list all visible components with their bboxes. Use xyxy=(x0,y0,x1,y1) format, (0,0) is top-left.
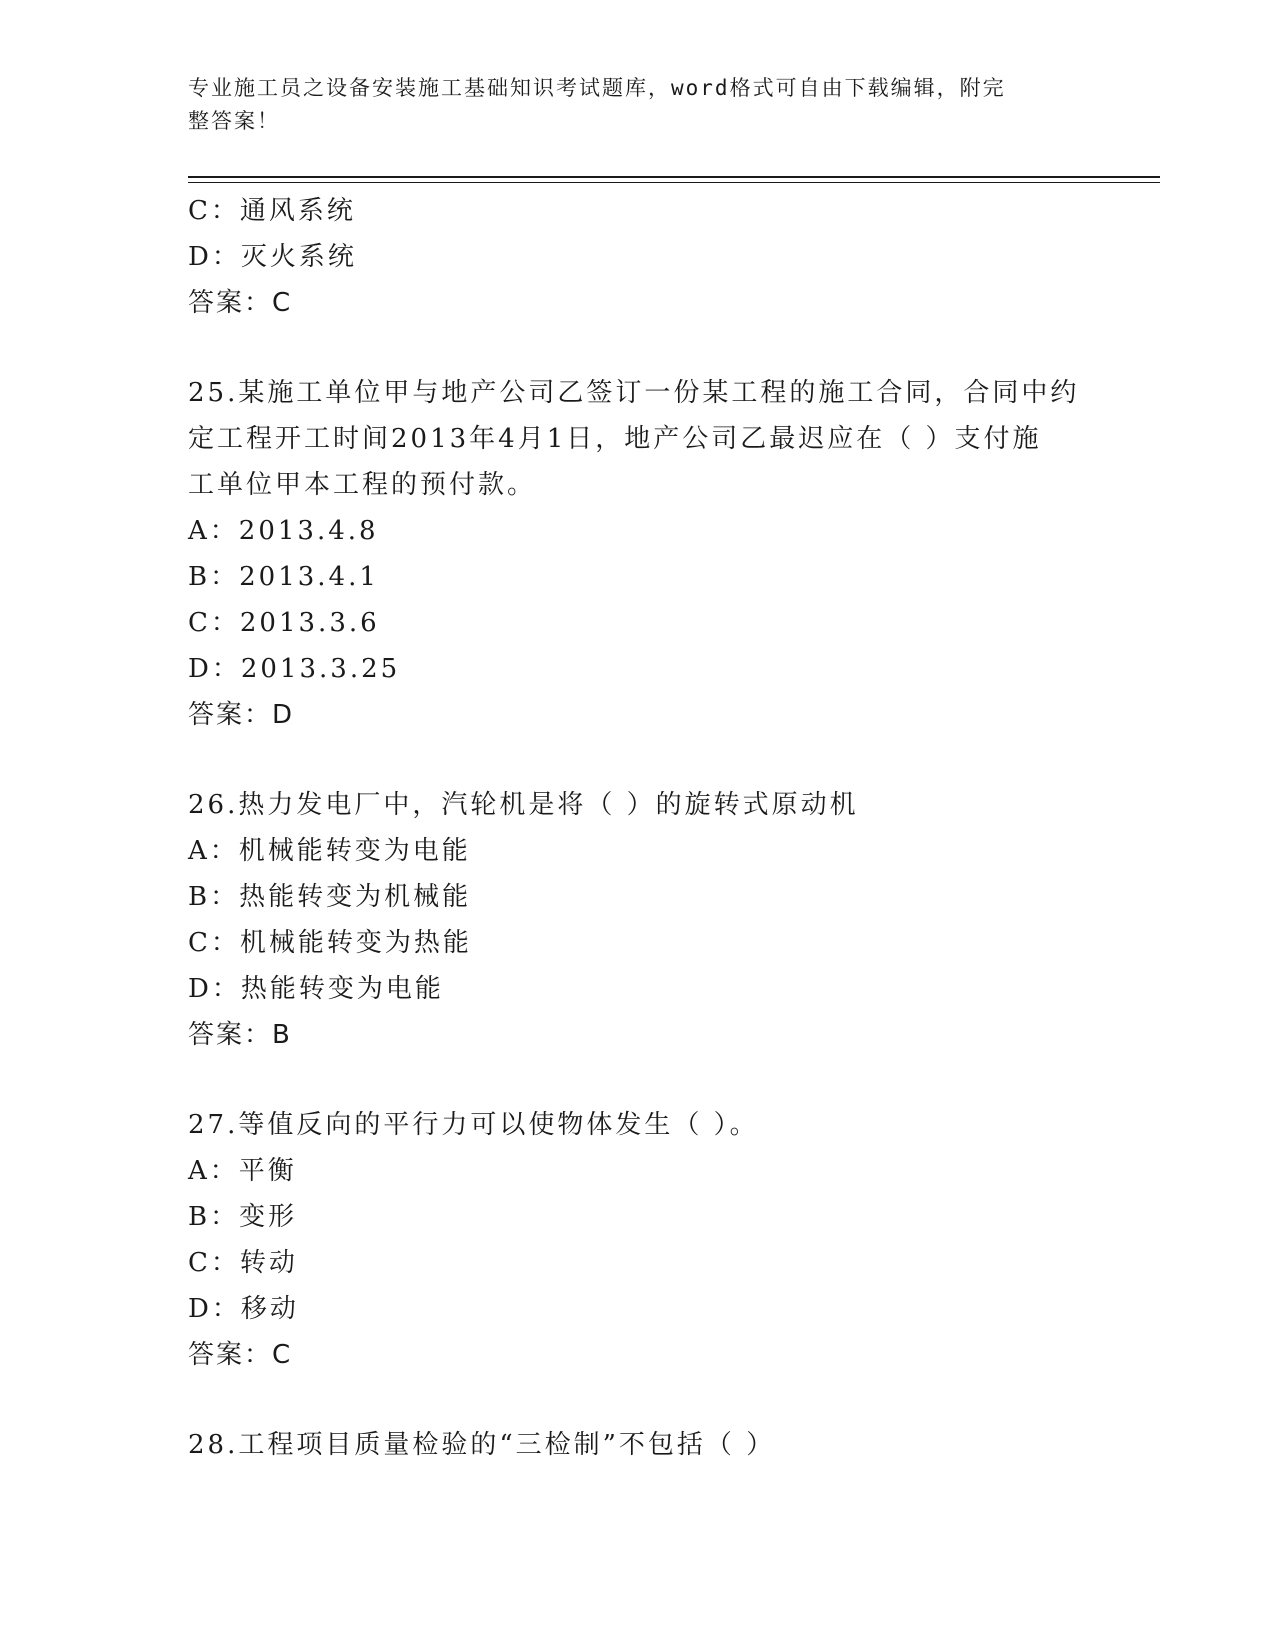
option-c: C：通风系统 xyxy=(188,196,356,226)
question-stem-line: 28.工程项目质量检验的“三检制”不包括（ ） xyxy=(188,1430,776,1460)
question-27 xyxy=(188,1102,1088,1378)
question-25 xyxy=(188,370,1088,738)
question-stem-line: 工单位甲本工程的预付款。 xyxy=(188,470,537,500)
header-rule-thin xyxy=(188,182,1160,183)
spacer xyxy=(188,326,1088,370)
question-26 xyxy=(188,782,1088,1058)
option-d: D：2013.3.25 xyxy=(188,654,401,684)
option-d: D：热能转变为电能 xyxy=(188,974,444,1004)
document-header xyxy=(188,72,1068,138)
option-a: A：机械能转变为电能 xyxy=(188,836,471,866)
answer-line: 答案：D xyxy=(188,700,295,730)
question-stem-line: 25.某施工单位甲与地产公司乙签订一份某工程的施工合同，合同中约 xyxy=(188,378,1080,408)
option-a: A：平衡 xyxy=(188,1156,297,1186)
spacer xyxy=(188,738,1088,782)
option-c: C：转动 xyxy=(188,1248,298,1278)
question-stem-line: 26.热力发电厂中，汽轮机是将（ ）的旋转式原动机 xyxy=(188,790,859,820)
option-b: B：热能转变为机械能 xyxy=(188,882,472,912)
question-28 xyxy=(188,1422,1088,1468)
header-line-1: 专业施工员之设备安装施工基础知识考试题库，word格式可自由下载编辑，附完 xyxy=(188,76,1006,100)
answer-line: 答案：C xyxy=(188,1340,293,1370)
question-stem-line: 定工程开工时间2013年4月1日，地产公司乙最迟应在（ ）支付施 xyxy=(188,424,1042,454)
spacer xyxy=(188,1058,1088,1102)
option-c: C：机械能转变为热能 xyxy=(188,928,472,958)
prev-question-block xyxy=(188,188,1088,326)
answer-line: 答案：C xyxy=(188,288,293,318)
option-c: C：2013.3.6 xyxy=(188,608,380,638)
option-d: D：灭火系统 xyxy=(188,242,357,272)
question-stem-line: 27.等值反向的平行力可以使物体发生（ ）。 xyxy=(188,1110,759,1140)
answer-line: 答案：B xyxy=(188,1020,292,1050)
option-a: A：2013.4.8 xyxy=(188,516,379,546)
option-b: B：2013.4.1 xyxy=(188,562,379,592)
option-b: B：变形 xyxy=(188,1202,298,1232)
option-d: D：移动 xyxy=(188,1294,299,1324)
question-list xyxy=(188,188,1088,1468)
header-line-2: 整答案！ xyxy=(188,109,280,133)
header-rule-thick xyxy=(188,176,1160,178)
spacer xyxy=(188,1378,1088,1422)
